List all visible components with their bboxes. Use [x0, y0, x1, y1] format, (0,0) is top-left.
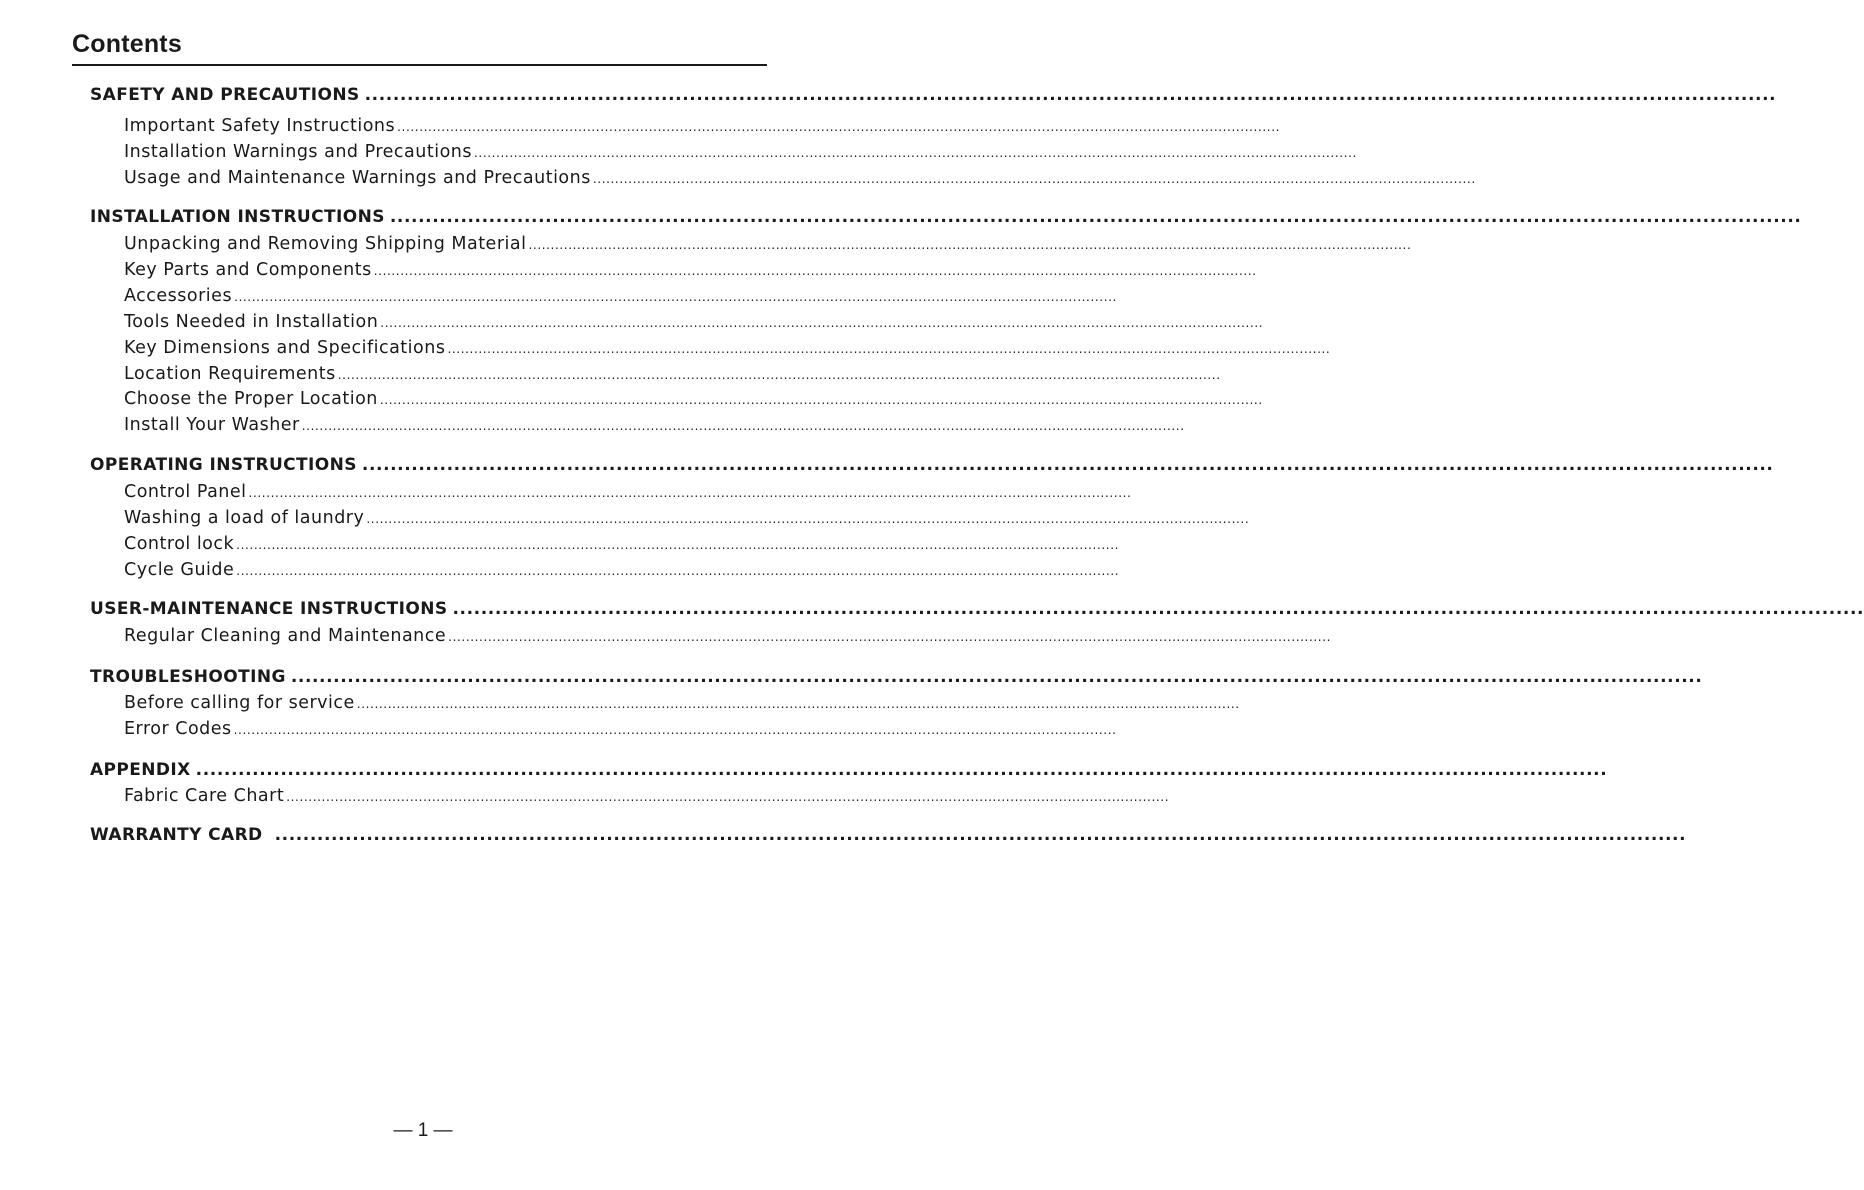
toc-entry[interactable] [124, 234, 1412, 254]
toc-section-heading: TROUBLESHOOTING [90, 667, 286, 687]
toc-entry-label: Regular Cleaning and Maintenance [124, 626, 447, 646]
toc-entry[interactable] [124, 142, 1357, 162]
toc-entry[interactable] [124, 482, 1132, 502]
dot-leader: ........................................................................................................................................................................................................ [380, 316, 1264, 330]
toc-entry-label: Before calling for service [124, 693, 355, 713]
toc-section-heading: USER-MAINTENANCE INSTRUCTIONS [90, 599, 448, 619]
toc-section-heading: INSTALLATION INSTRUCTIONS [90, 207, 385, 227]
dot-leader: ........................................................................................................................................................................................................ [236, 538, 1120, 552]
dot-leader: ........................................................................................................................................................................................................ [366, 512, 1250, 526]
toc-entry[interactable] [124, 389, 1263, 409]
dot-leader: ........................................................................................................................................................................................................ [592, 172, 1476, 186]
toc-entry[interactable] [124, 168, 1476, 188]
page-title: Contents [72, 30, 182, 58]
dot-leader: ........................................................................................................................................................................................................ [195, 760, 1608, 780]
toc-section-heading: APPENDIX [90, 760, 191, 780]
dot-leader: ........................................................................................................................................................................................................ [274, 825, 1687, 845]
dot-leader: ........................................................................................................................................................................................................ [389, 207, 1802, 227]
toc-entry-label: Error Codes [124, 719, 232, 739]
toc-section-heading: WARRANTY CARD [90, 825, 263, 845]
dot-leader: ........................................................................................................................................................................................................ [397, 120, 1281, 134]
toc-entry[interactable] [124, 508, 1250, 528]
title-divider [72, 64, 767, 66]
toc-section-user-maintenance[interactable] [90, 599, 1864, 619]
toc-entry-label: Key Parts and Components [124, 260, 372, 280]
dot-leader: ........................................................................................................................................................................................................ [448, 630, 1332, 644]
toc-entry[interactable] [124, 260, 1257, 280]
toc-section-troubleshooting[interactable] [90, 667, 1703, 687]
toc-entry[interactable] [124, 286, 1117, 306]
toc-entry-label: Accessories [124, 286, 233, 306]
page-number: — 1 — [393, 1120, 453, 1141]
toc-entry-label: Usage and Maintenance Warnings and Precautions [124, 168, 591, 188]
toc-entry[interactable] [124, 364, 1221, 384]
toc-entry[interactable] [124, 338, 1331, 358]
toc-entry-label: Important Safety Instructions [124, 116, 396, 136]
toc-entry[interactable] [124, 786, 1170, 806]
toc-entry-label: Key Dimensions and Specifications [124, 338, 446, 358]
dot-leader: ........................................................................................................................................................................................................ [356, 697, 1240, 711]
toc-section-heading: SAFETY AND PRECAUTIONS [90, 85, 360, 105]
toc-entry-label: Cycle Guide [124, 560, 235, 580]
dot-leader: ........................................................................................................................................................................................................ [286, 790, 1170, 804]
toc-entry-label: Choose the Proper Location [124, 389, 378, 409]
toc-entry-label: Location Requirements [124, 364, 336, 384]
dot-leader: ........................................................................................................................................................................................................ [290, 667, 1703, 687]
toc-entry[interactable] [124, 415, 1185, 435]
dot-leader: ........................................................................................................................................................................................................ [234, 290, 1117, 304]
toc-entry-label: Washing a load of laundry [124, 508, 365, 528]
dot-leader: ........................................................................................................................................................................................................ [337, 368, 1221, 382]
dot-leader: ........................................................................................................................................................................................................ [447, 342, 1331, 356]
toc-entry-label: Tools Needed in Installation [124, 312, 379, 332]
toc-entry-label: Fabric Care Chart [124, 786, 285, 806]
toc-section-appendix[interactable] [90, 760, 1608, 780]
dot-leader: ........................................................................................................................................................................................................ [301, 419, 1185, 433]
toc-entry[interactable] [124, 560, 1120, 580]
dot-leader: ........................................................................................................................................................................................................ [233, 723, 1117, 737]
toc-section-operating[interactable] [90, 455, 1774, 475]
toc-entry[interactable] [124, 534, 1120, 554]
dot-leader: ........................................................................................................................................................................................................ [361, 455, 1774, 475]
toc-entry-label: Control Panel [124, 482, 247, 502]
dot-leader: ........................................................................................................................................................................................................ [248, 486, 1132, 500]
toc-entry-label: Unpacking and Removing Shipping Material [124, 234, 527, 254]
toc-section-safety[interactable] [90, 85, 1777, 105]
toc-entry[interactable] [124, 116, 1281, 136]
toc-entry[interactable] [124, 693, 1240, 713]
dot-leader: ........................................................................................................................................................................................................ [528, 238, 1412, 252]
toc-entry-label: Install Your Washer [124, 415, 300, 435]
toc-section-heading: OPERATING INSTRUCTIONS [90, 455, 357, 475]
dot-leader: ........................................................................................................................................................................................................ [373, 264, 1257, 278]
dot-leader: ........................................................................................................................................................................................................ [474, 146, 1357, 160]
toc-entry[interactable] [124, 626, 1332, 646]
toc-entry-label: Installation Warnings and Precautions [124, 142, 473, 162]
dot-leader: ........................................................................................................................................................................................................ [236, 564, 1120, 578]
dot-leader: ........................................................................................................................................................................................................ [364, 85, 1777, 105]
toc-entry-label: Control lock [124, 534, 235, 554]
dot-leader: ........................................................................................................................................................................................................ [452, 599, 1864, 619]
toc-section-installation[interactable] [90, 207, 1802, 227]
dot-leader: ........................................................................................................................................................................................................ [379, 393, 1263, 407]
toc-entry[interactable] [124, 719, 1117, 739]
toc-section-warranty[interactable] [90, 825, 1687, 845]
toc-entry[interactable] [124, 312, 1264, 332]
